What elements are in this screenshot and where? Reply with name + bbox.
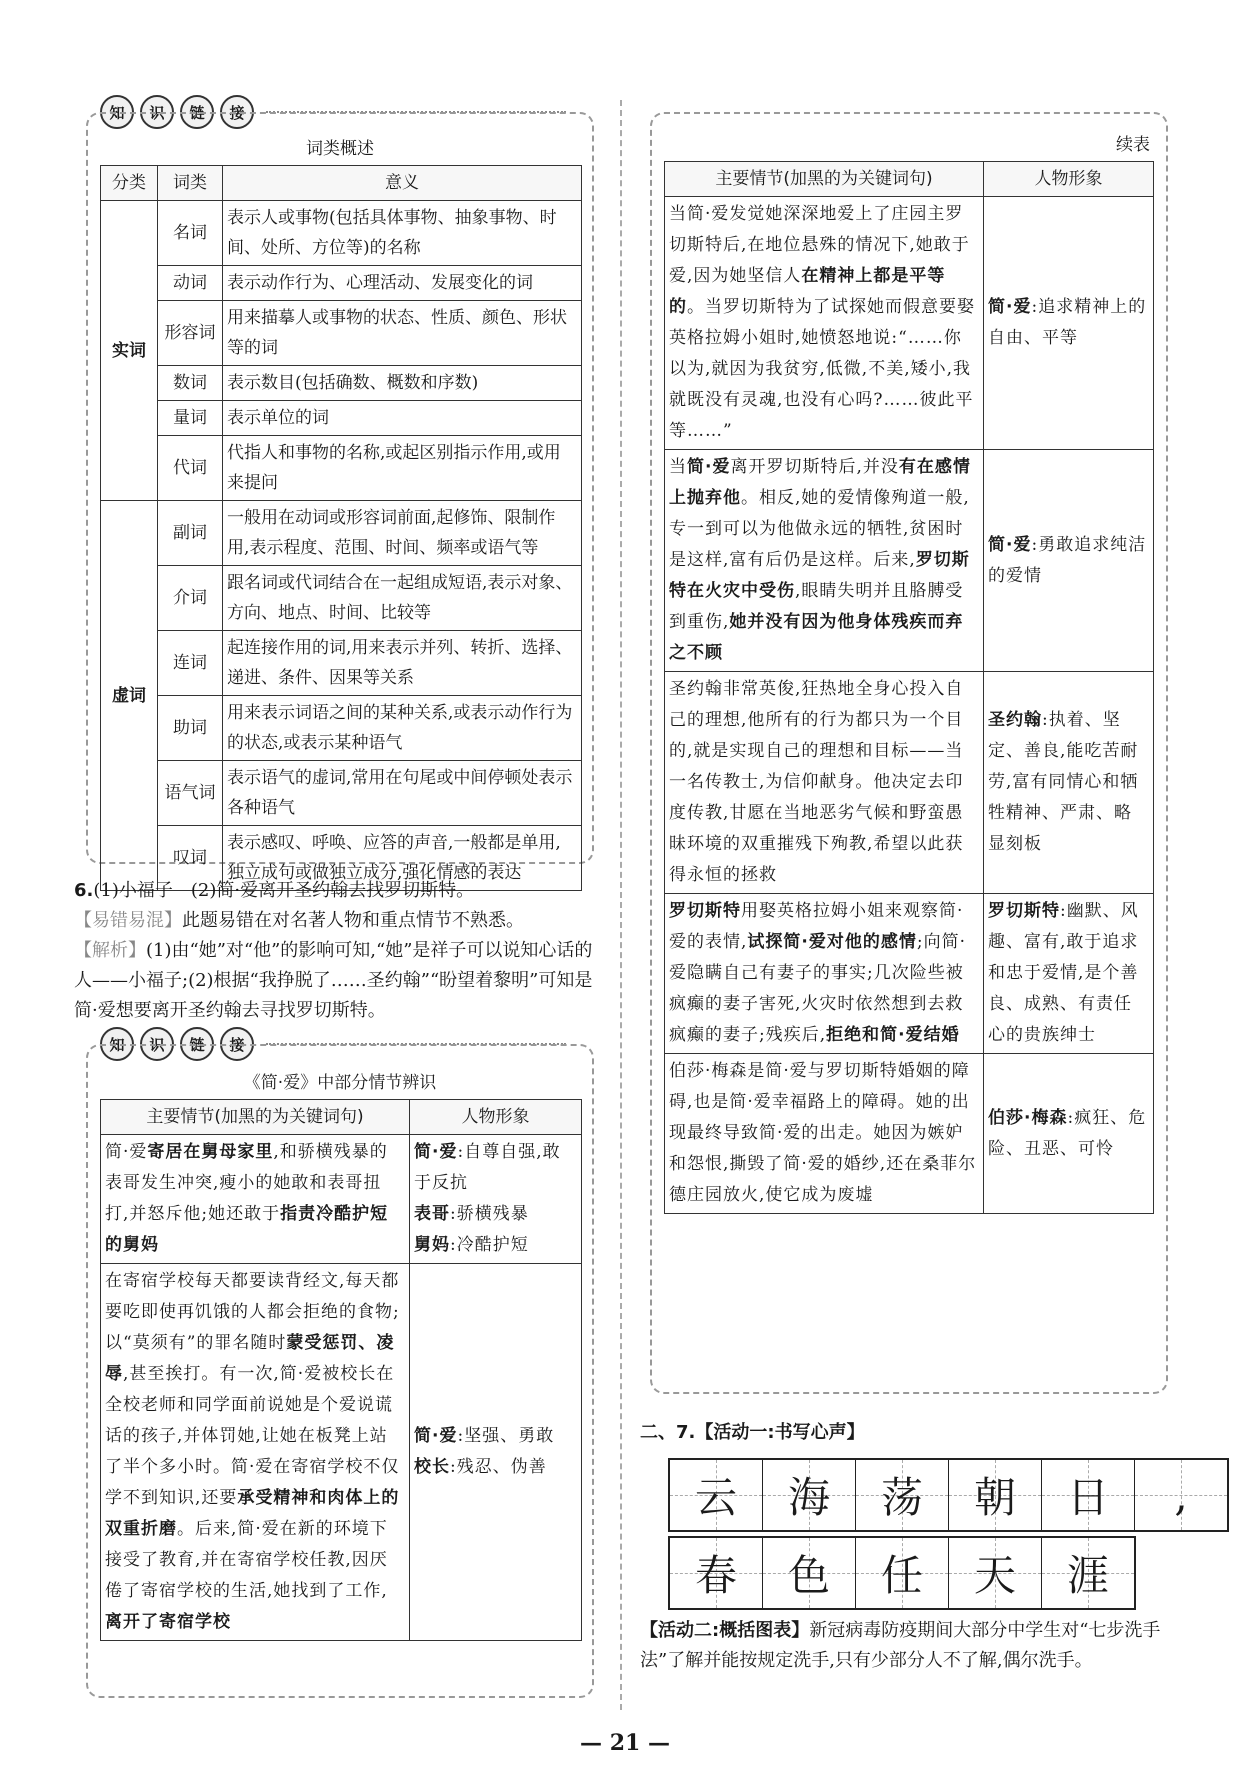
q6-number: 6.	[74, 880, 94, 901]
character-cell	[410, 1264, 582, 1641]
plot-cell	[665, 450, 984, 672]
tag-char: 识	[140, 95, 174, 129]
character-cell	[984, 197, 1154, 450]
key-phrase: 表哥	[414, 1204, 450, 1224]
word-meaning: 表示人或事物(包括具体事物、抽象事物、时间、处所、方位等)的名称	[223, 201, 582, 266]
tag-char: 接	[220, 95, 254, 129]
text-run: ;向简·爱隐瞒自己有妻子的事实;几次险些被疯癫的妻子害死,火灾时依然想到去救疯癫的妻子;残疾后,	[669, 932, 967, 1045]
question-7-heading	[640, 1418, 865, 1448]
text-run: 。后来,简·爱在新的环境下接受了教育,并在寄宿学校任教,因厌倦了寄宿学校的生活,她找到了工作,	[105, 1519, 388, 1601]
page-number: — 21 —	[580, 1730, 670, 1756]
key-phrase: 拒绝和简·爱结婚	[826, 1025, 960, 1045]
word-class: 量词	[158, 401, 223, 436]
grid-char: 日	[1066, 1473, 1109, 1522]
grid-cell	[670, 1538, 763, 1608]
text-run: :自尊自强,敢于反抗	[414, 1142, 561, 1193]
key-phrase: 简·爱	[414, 1142, 458, 1162]
q6-answer-text: (1)小福子 (2)简·爱离开圣约翰去找罗切斯特。	[93, 880, 475, 901]
word-meaning: 用来表示词语之间的某种关系,或表示动作行为的状态,或表示某种语气	[223, 696, 582, 761]
key-phrase: 简·爱	[687, 457, 731, 477]
grid-cell	[856, 1538, 949, 1608]
word-class-table	[100, 165, 582, 891]
word-meaning: 表示单位的词	[223, 401, 582, 436]
word-class: 连词	[158, 631, 223, 696]
grid-char: 涯	[1066, 1551, 1109, 1600]
plot-cell	[101, 1135, 410, 1264]
text-run: :追求精神上的自由、平等	[988, 297, 1147, 348]
text-run: :勇敢追求纯洁的爱情	[988, 534, 1147, 586]
q7-number: 二、7.	[640, 1422, 696, 1443]
text-run: 当	[669, 457, 687, 477]
header-plot: 主要情节(加黑的为关键词句)	[665, 162, 984, 197]
text-run: :幽默、风趣、富有,敢于追求和忠于爱情,是个善良、成熟、有责任心的贵族绅士	[988, 901, 1139, 1045]
grid-char: 荡	[880, 1473, 923, 1522]
knowledge-box-plot-right	[650, 112, 1168, 1394]
grid-char: 云	[694, 1473, 737, 1522]
text-run: 当简·爱发觉她深深地爱上了庄园主罗切斯特后,在地位悬殊的情况下,她敢于爱,因为她坚信人	[669, 204, 970, 286]
word-meaning: 代指人和事物的名称,或起区别指示作用,或用来提问	[223, 436, 582, 501]
grid-cell	[1042, 1538, 1134, 1608]
word-meaning: 表示语气的虚词,常用在句尾或中间停顿处表示各种语气	[223, 761, 582, 826]
knowledge-box-plot-left	[86, 1044, 594, 1698]
text-run: :疯狂、危险、丑恶、可怜	[988, 1107, 1147, 1159]
plot-cell	[101, 1264, 410, 1641]
word-class: 语气词	[158, 761, 223, 826]
text-run: 简·爱	[105, 1142, 148, 1162]
key-phrase: 罗切斯特	[988, 901, 1060, 921]
q6-error-label: 【易错易混】	[74, 910, 182, 931]
word-meaning: 表示感叹、呼唤、应答的声音,一般都是单用,独立成句或做独立成分,强化情感的表达	[223, 826, 582, 891]
word-class: 代词	[158, 436, 223, 501]
header-word-class: 词类	[158, 166, 223, 201]
category-real-words: 实词	[101, 201, 158, 501]
q7-activity2	[640, 1616, 1180, 1676]
key-phrase: 试探简·爱对他的感情	[747, 932, 917, 952]
key-phrase: 蒙受惩罚、凌辱	[105, 1333, 395, 1384]
grid-cell	[763, 1538, 856, 1608]
tag-char: 接	[220, 1027, 254, 1061]
category-function-words: 虚词	[101, 501, 158, 891]
grid-char: ,	[1174, 1470, 1188, 1520]
grid-cell	[1135, 1460, 1227, 1530]
text-run: 。相反,她的爱情像殉道一般,专一到可以为他做永远的牺牲,贫困时是这样,富有后仍是这样。后来,	[669, 488, 970, 570]
plot-cell	[665, 197, 984, 450]
word-class: 叹词	[158, 826, 223, 891]
question-6	[74, 876, 594, 1026]
header-plot: 主要情节(加黑的为关键词句)	[101, 1100, 410, 1135]
key-phrase: 圣约翰	[988, 710, 1042, 730]
plot-table-left	[100, 1099, 582, 1641]
q6-analysis-label: 【解析】	[74, 940, 146, 961]
character-cell	[984, 1054, 1154, 1214]
grid-cell	[949, 1460, 1042, 1530]
word-meaning: 用来描摹人或事物的状态、性质、颜色、形状等的词	[223, 301, 582, 366]
calligraphy-line-2	[668, 1536, 1136, 1610]
character-cell	[984, 672, 1154, 894]
plot-cell	[665, 1054, 984, 1214]
tag-char: 链	[180, 95, 214, 129]
text-run: 用娶英格拉姆小姐来观察简·爱的表情,	[669, 901, 964, 952]
key-phrase: 罗切斯特在火灾中受伤	[669, 550, 970, 601]
word-class: 名词	[158, 201, 223, 266]
text-run: 圣约翰非常英俊,狂热地全身心投入自己的理想,他所有的行为都只为一个目的,就是实现自己的理想和目标——当一名传教士,为信仰献身。他决定去印度传教,甘愿在当地恶劣气候和野蛮愚昧环境的双重摧残下殉教,希望以此获得永恒的拯救	[669, 679, 964, 885]
character-cell	[410, 1135, 582, 1264]
key-phrase: 有在感情上抛弃他	[669, 457, 971, 508]
text-run: 在寄宿学校每天都要读背经文,每天都要吃即使再饥饿的人都会拒绝的食物;以“莫须有”的罪名随时	[105, 1271, 400, 1353]
text-run: :残忍、伪善	[450, 1457, 547, 1477]
key-phrase: 校长	[414, 1457, 450, 1477]
word-class: 介词	[158, 566, 223, 631]
text-run: ,甚至挨打。有一次,简·爱被校长在全校老师和同学面前说她是个爱说谎话的孩子,并体罚她,让她在板凳上站了半个多小时。简·爱在寄宿学校不仅学不到知识,还要	[105, 1364, 400, 1508]
word-meaning: 跟名词或代词结合在一起组成短语,表示对象、方向、地点、时间、比较等	[223, 566, 582, 631]
q6-answer	[74, 876, 594, 906]
grid-char: 色	[787, 1551, 830, 1600]
text-run: :骄横残暴	[450, 1204, 529, 1224]
key-phrase: 承受精神和肉体上的双重折磨	[105, 1488, 400, 1539]
text-run: 。当罗切斯特为了试探她而假意要娶英格拉姆小姐时,她愤怒地说:“……你以为,就因为我贫穷,低微,不美,矮小,我就既没有灵魂,也没有心吗?……彼此平等……”	[669, 297, 975, 441]
text-run: :坚强、勇敢	[457, 1426, 555, 1446]
word-class: 形容词	[158, 301, 223, 366]
tag-char: 链	[180, 1027, 214, 1061]
q6-analysis	[74, 936, 594, 1026]
grid-char: 任	[880, 1551, 923, 1600]
q7-activity1-label: 【活动一:书写心声】	[695, 1422, 865, 1443]
character-cell	[984, 894, 1154, 1054]
header-category: 分类	[101, 166, 158, 201]
key-phrase: 离开了寄宿学校	[105, 1612, 231, 1632]
word-class: 副词	[158, 501, 223, 566]
grid-cell	[763, 1460, 856, 1530]
continued-label: 续表	[1116, 135, 1150, 155]
calligraphy-line-1	[668, 1458, 1229, 1532]
word-meaning: 一般用在动词或形容词前面,起修饰、限制作用,表示程度、范围、时间、频率或语气等	[223, 501, 582, 566]
character-cell	[984, 450, 1154, 672]
key-phrase: 指责冷酷护短的舅妈	[105, 1204, 389, 1255]
key-phrase: 简·爱	[988, 297, 1032, 317]
word-table-title: 词类概述	[306, 139, 374, 159]
word-meaning: 表示数目(包括确数、概数和序数)	[223, 366, 582, 401]
text-run: ,和骄横残暴的表哥发生冲突,瘦小的她敢和表哥扭打,并怒斥他;她还敢于	[105, 1142, 388, 1224]
word-meaning: 表示动作行为、心理活动、发展变化的词	[223, 266, 582, 301]
grid-char: 春	[694, 1551, 737, 1600]
knowledge-box-word-classes	[86, 112, 594, 883]
key-phrase: 简·爱	[414, 1426, 458, 1446]
text-run: ,眼睛失明并且胳膊受到重伤,	[669, 581, 964, 632]
key-phrase: 在精神上都是平等的	[669, 266, 946, 317]
text-run: 离开罗切斯特后,并没	[730, 457, 899, 477]
text-run: :冷酷护短	[450, 1235, 529, 1255]
q6-analysis-text: (1)由“她”对“他”的影响可知,“她”是祥子可以说知心话的人——小福子;(2)根据“我挣脱了……圣约翰”“盼望着黎明”可知是简·爱想要离开圣约翰去寻找罗切斯特。	[74, 940, 593, 1021]
tag-char: 识	[140, 1027, 174, 1061]
q6-error-note	[74, 906, 594, 936]
tag-char: 知	[100, 95, 134, 129]
q7-activity2-text: 新冠病毒防疫期间大部分中学生对“七步洗手法”了解并能按规定洗手,只有少部分人不了解,偶尔洗手。	[640, 1620, 1161, 1671]
header-character: 人物形象	[410, 1100, 582, 1135]
tag-char: 知	[100, 1027, 134, 1061]
column-divider	[620, 100, 622, 1710]
key-phrase: 舅妈	[414, 1235, 450, 1255]
word-class: 动词	[158, 266, 223, 301]
q6-error-text: 此题易错在对名著人物和重点情节不熟悉。	[182, 910, 524, 931]
grid-cell	[1042, 1460, 1135, 1530]
plot-table-title: 《简·爱》中部分情节辨识	[243, 1073, 437, 1093]
grid-char: 海	[787, 1473, 830, 1522]
header-character: 人物形象	[984, 162, 1154, 197]
grid-char: 朝	[973, 1473, 1016, 1522]
header-meaning: 意义	[223, 166, 582, 201]
plot-cell	[665, 672, 984, 894]
grid-cell	[670, 1460, 763, 1530]
word-class: 助词	[158, 696, 223, 761]
word-class: 数词	[158, 366, 223, 401]
word-meaning: 起连接作用的词,用来表示并列、转折、选择、递进、条件、因果等关系	[223, 631, 582, 696]
plot-table-right	[664, 161, 1154, 1214]
key-phrase: 罗切斯特	[669, 901, 741, 921]
grid-char: 天	[973, 1551, 1016, 1600]
text-run: 伯莎·梅森是简·爱与罗切斯特婚姻的障碍,也是简·爱幸福路上的障碍。她的出现最终导致简·爱的出走。她因为嫉妒和怨恨,撕毁了简·爱的婚纱,还在桑菲尔德庄园放火,使它成为废墟	[669, 1061, 977, 1205]
grid-cell	[949, 1538, 1042, 1608]
key-phrase: 寄居在舅母家里	[147, 1142, 274, 1162]
plot-cell	[665, 894, 984, 1054]
grid-cell	[856, 1460, 949, 1530]
key-phrase: 她并没有因为他身体残疾而弃之不顾	[669, 612, 964, 663]
key-phrase: 伯莎·梅森	[988, 1107, 1068, 1128]
q7-activity2-label: 【活动二:概括图表】	[640, 1620, 810, 1641]
key-phrase: 简·爱	[988, 534, 1032, 555]
text-run: :执着、坚定、善良,能吃苦耐劳,富有同情心和牺牲精神、严肃、略显刻板	[988, 710, 1139, 854]
